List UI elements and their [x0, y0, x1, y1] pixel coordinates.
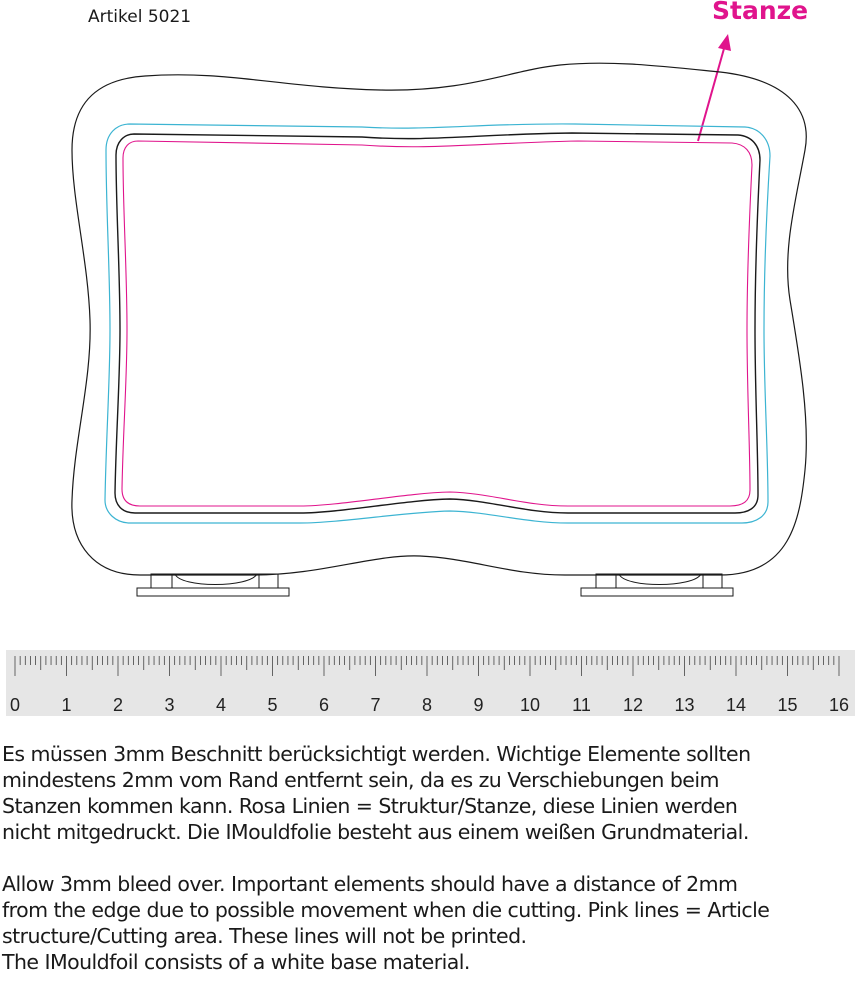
die-cut-line	[122, 141, 752, 506]
die-cut-arrow	[698, 34, 731, 141]
ruler-label: 9	[473, 695, 484, 715]
ruler-label: 4	[215, 695, 227, 715]
ruler-label: 15	[777, 695, 798, 715]
ruler-label: 3	[164, 695, 175, 715]
ruler	[6, 650, 855, 716]
article-outline	[72, 63, 806, 575]
instructions-english: Allow 3mm bleed over. Important elements should have a distance of 2mm from the edge due to possible movement when die cutting. Pink lines = Article structure/Cutting area. These lines will not be printed. The IMouldfoil consists of a white base material.	[2, 872, 770, 974]
die-cut-label: Stanze	[712, 0, 809, 25]
ruler-label: 5	[267, 695, 278, 715]
ruler-label: 7	[370, 695, 381, 715]
right-foot	[581, 574, 733, 596]
ruler-label: 16	[828, 695, 850, 715]
ruler-label: 13	[674, 695, 695, 715]
ruler-label: 6	[318, 695, 330, 715]
instructions-german: Es müssen 3mm Beschnitt berücksichtigt werden. Wichtige Elemente sollten mindestens 2mm vom Rand entfernt sein, da es zu Verschiebungen beim Stanzen kommen kann. Rosa Linien = Struktur/Stanze, diese Linien werden nicht mitgedruckt. Die IMouldfolie besteht aus einem weißen Grundmaterial.	[2, 742, 751, 844]
bleed-line	[105, 124, 770, 523]
article-title: Artikel 5021	[88, 7, 192, 27]
ruler-label: 8	[421, 695, 433, 715]
ruler-label: 14	[725, 695, 747, 715]
left-foot	[137, 574, 289, 596]
trim-line	[115, 133, 760, 513]
ruler-label: 1	[61, 695, 72, 715]
ruler-label: 0	[9, 695, 21, 715]
ruler-label: 12	[622, 695, 644, 715]
ruler-label: 10	[519, 695, 541, 715]
instructions	[2, 741, 855, 975]
ruler-label: 11	[572, 695, 591, 715]
ruler-label: 2	[112, 695, 124, 715]
